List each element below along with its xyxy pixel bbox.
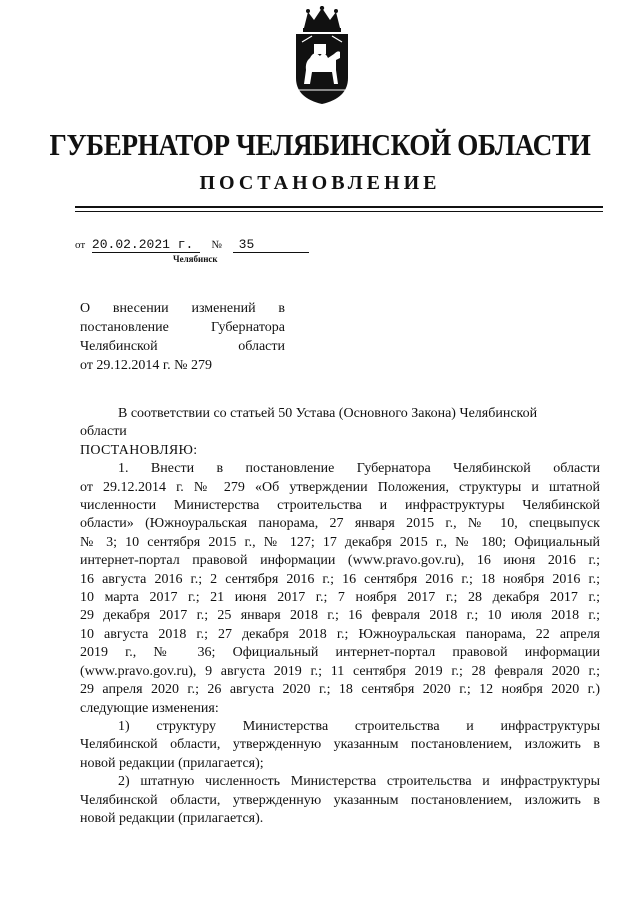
document-type: ПОСТАНОВЛЕНИЕ (199, 172, 441, 194)
sub1-line: новой редакции (прилагается); (80, 755, 264, 771)
sub1-line: 1) структуру Министерства строительства и инфраструктуры (118, 718, 600, 734)
preamble-line: области (80, 424, 127, 440)
sub2-line: Челябинской области, утвержденную указанным постановлением, изложить в (80, 792, 600, 808)
subject-line: от 29.12.2014 г. № 279 (80, 358, 212, 373)
subject-line: постановление Губернатора (80, 320, 285, 335)
header-rule-thick (75, 206, 603, 208)
city-name: Челябинск (173, 254, 218, 264)
dateline (75, 238, 309, 253)
item1-line: 10 марта 2017 г.; 21 июня 2017 г.; 7 ноября 2017 г.; 28 декабря 2017 г.; (80, 590, 600, 606)
item1-line: от 29.12.2014 г. № 279 «Об утверждении Положения, структуры и штатной (80, 479, 600, 495)
document-body (80, 405, 600, 828)
coat-of-arms-icon (290, 6, 354, 106)
item1-line: интернет-портал правовой информации (www.pravo.gov.ru), 16 июня 2016 г.; (80, 553, 600, 569)
item1-line: 16 августа 2016 г.; 2 сентября 2016 г.; 16 сентября 2016 г.; 18 ноября 2016 г.; (80, 571, 600, 587)
document-authority-title: ГУБЕРНАТОР ЧЕЛЯБИНСКОЙ ОБЛАСТИ (49, 127, 591, 162)
item1-line: 29 декабря 2017 г.; 25 января 2018 г.; 16 февраля 2018 г.; 10 июля 2018 г.; (80, 608, 600, 624)
item1-line: № 3; 10 сентября 2015 г., № 127; 17 декабря 2015 г., № 180; Официальный (80, 534, 600, 550)
document-number: 35 (233, 238, 309, 253)
item1-line: численности Министерства строительства и инфраструктуры Челябинской (80, 498, 600, 514)
header-rule-thin (75, 211, 603, 212)
document-date: 20.02.2021 г. (92, 238, 200, 253)
sub2-line: новой редакции (прилагается). (80, 810, 264, 826)
sub1-line: Челябинской области, утвержденную указанным постановлением, изложить в (80, 737, 600, 753)
number-prefix: № (211, 239, 222, 251)
subject-line: О внесении изменений в (80, 301, 285, 316)
item1-line: следующие изменения: (80, 700, 219, 716)
decree-word: ПОСТАНОВЛЯЮ: (80, 442, 198, 458)
subject-line: Челябинской области (80, 339, 285, 354)
document-subject (80, 299, 285, 375)
from-prefix: от (75, 239, 86, 251)
item1-line: 10 августа 2018 г.; 27 декабря 2018 г.; Южноуральская панорама, 22 апреля (80, 626, 600, 642)
item1-line: области» (Южноуральская панорама, 27 января 2015 г., № 10, спецвыпуск (80, 516, 600, 532)
item1-line: 29 апреля 2020 г.; 26 августа 2020 г.; 18 сентября 2020 г.; 12 ноября 2020 г.) (80, 682, 600, 698)
item1-line: (www.pravo.gov.ru), 9 августа 2019 г.; 11 сентября 2019 г.; 28 февраля 2020 г.; (80, 663, 600, 679)
preamble-line: В соответствии со статьей 50 Устава (Основного Закона) Челябинской (118, 406, 538, 421)
item1-line: 1. Внести в постановление Губернатора Челябинской области (118, 461, 600, 477)
sub2-line: 2) штатную численность Министерства строительства и инфраструктуры (118, 774, 600, 790)
item1-line: 2019 г., № 36; Официальный интернет-портал правовой информации (80, 645, 600, 661)
